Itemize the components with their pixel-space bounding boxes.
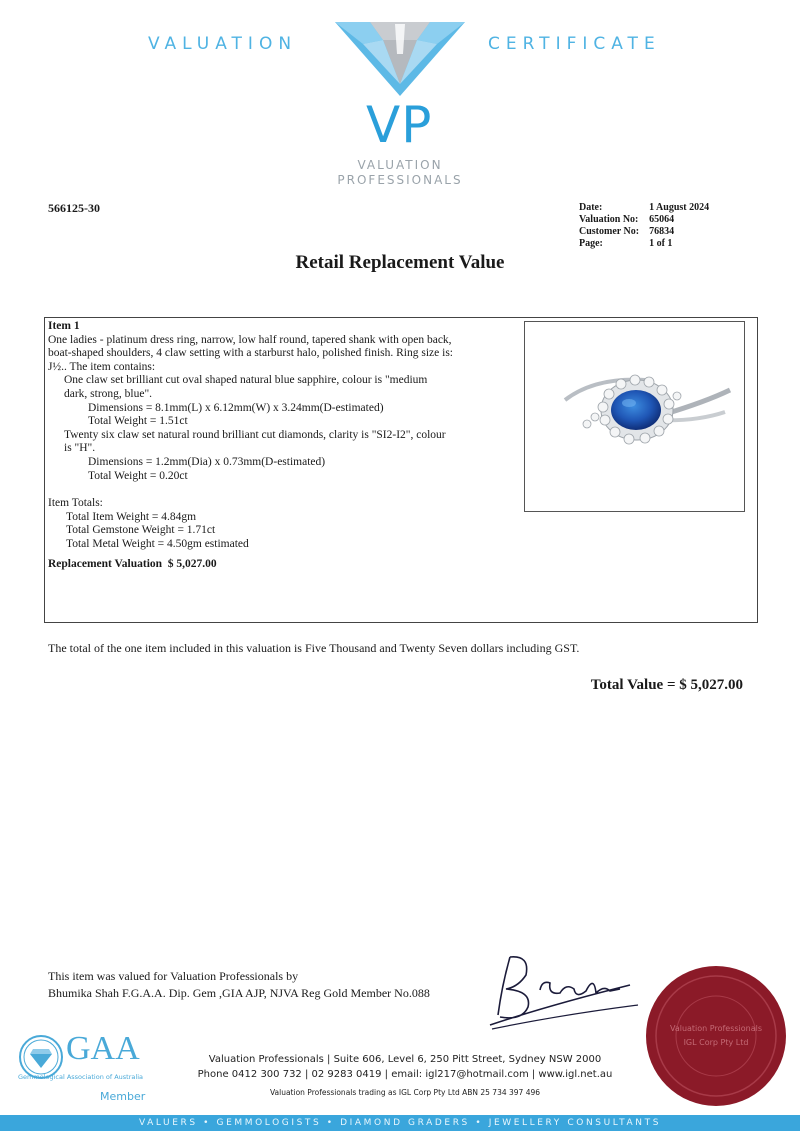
item-line: One claw set brilliant cut oval shaped natural blue sapphire, colour is "medium — [64, 374, 428, 387]
item-line: Total Weight = 0.20ct — [88, 469, 188, 482]
item-heading: Item 1 — [48, 320, 80, 332]
seal-text-1: Valuation Professionals — [669, 1024, 763, 1033]
item-total-line: Total Item Weight = 4.84gm — [66, 510, 197, 523]
meta-row — [579, 238, 719, 250]
seal-stamp-icon — [641, 961, 791, 1111]
seal-text-2: IGL Corp Pty Ltd — [683, 1038, 749, 1047]
valuer-line-1: This item was valued for Valuation Professionals by — [48, 969, 299, 983]
meta-table — [579, 202, 719, 250]
item-line: One ladies - platinum dress ring, narrow, low half round, tapered shank with open back, — [48, 333, 452, 346]
meta-value: 1 of 1 — [649, 238, 673, 249]
page-title: Retail Replacement Value — [295, 252, 505, 273]
item-totals-heading: Item Totals: — [48, 497, 103, 510]
meta-label: Valuation No: — [579, 214, 639, 225]
total-value: Total Value = $ 5,027.00 — [590, 677, 743, 693]
replacement-value: $ 5,027.00 — [167, 557, 217, 570]
item-line: Total Weight = 1.51ct — [88, 415, 188, 428]
item-line: dark, strong, blue". — [64, 387, 153, 400]
meta-value: 65064 — [649, 214, 675, 225]
item-line: Dimensions = 8.1mm(L) x 6.12mm(W) x 3.24mm(D-estimated) — [88, 401, 384, 414]
valuer-line-2: Bhumika Shah F.G.A.A. Dip. Gem ,GIA AJP, NJVA Reg Gold Member No.088 — [48, 986, 430, 1000]
item-line: Twenty six claw set natural round brilliant cut diamonds, clarity is "SI2-I2", colour — [64, 428, 446, 441]
vp-logo-letters: VP — [366, 96, 433, 154]
header-word-certificate: CERTIFICATE — [488, 34, 661, 54]
meta-label: Date: — [579, 202, 603, 213]
item-line: Dimensions = 1.2mm(Dia) x 0.73mm(D-estimated) — [88, 455, 326, 468]
item-line: is "H". — [64, 442, 96, 455]
header-word-valuation: VALUATION — [148, 34, 298, 54]
gaa-letters: GAA — [66, 1030, 140, 1067]
meta-label: Page: — [579, 238, 603, 249]
item-description — [48, 320, 518, 571]
logo-sub-professionals: PROFESSIONALS — [337, 173, 463, 187]
logo-sub-valuation: VALUATION — [357, 158, 443, 172]
item-line: J½.. The item contains: — [48, 360, 156, 373]
replacement-valuation — [48, 558, 518, 572]
meta-value: 76834 — [649, 226, 675, 237]
contact-line-2: Phone 0412 300 732 | 02 9283 0419 | email: igl217@hotmail.com | www.igl.net.au — [197, 1069, 613, 1080]
meta-value: 1 August 2024 — [649, 202, 710, 213]
meta-row — [579, 214, 719, 226]
summary-text: The total of the one item included in this valuation is Five Thousand and Twenty Seven dollars including GST. — [48, 641, 580, 655]
gaa-member: Member — [100, 1090, 146, 1103]
gaa-full-name: Gemmological Association of Australia — [18, 1073, 143, 1081]
item-line: boat-shaped shoulders, 4 claw setting with a starburst halo, polished finish. Ring size is: — [48, 347, 453, 360]
item-total-line: Total Gemstone Weight = 1.71ct — [66, 524, 216, 537]
reference-number: 566125-30 — [48, 201, 100, 215]
footer-bar: VALUERS • GEMMOLOGISTS • DIAMOND GRADERS • JEWELLERY CONSULTANTS — [0, 1115, 800, 1131]
signature-icon — [470, 945, 640, 1035]
meta-label: Customer No: — [579, 226, 640, 237]
diamond-logo-icon — [325, 14, 475, 102]
replacement-label: Replacement Valuation — [48, 557, 163, 570]
item-total-line: Total Metal Weight = 4.50gm estimated — [66, 537, 249, 550]
meta-row — [579, 202, 719, 214]
ring-photo — [524, 321, 745, 512]
meta-row — [579, 226, 719, 238]
contact-line-1: Valuation Professionals | Suite 606, Level 6, 250 Pitt Street, Sydney NSW 2000 — [208, 1054, 602, 1065]
contact-line-3: Valuation Professionals trading as IGL Corp Pty Ltd ABN 25 734 397 496 — [269, 1088, 541, 1097]
ring-image-icon — [525, 322, 744, 511]
